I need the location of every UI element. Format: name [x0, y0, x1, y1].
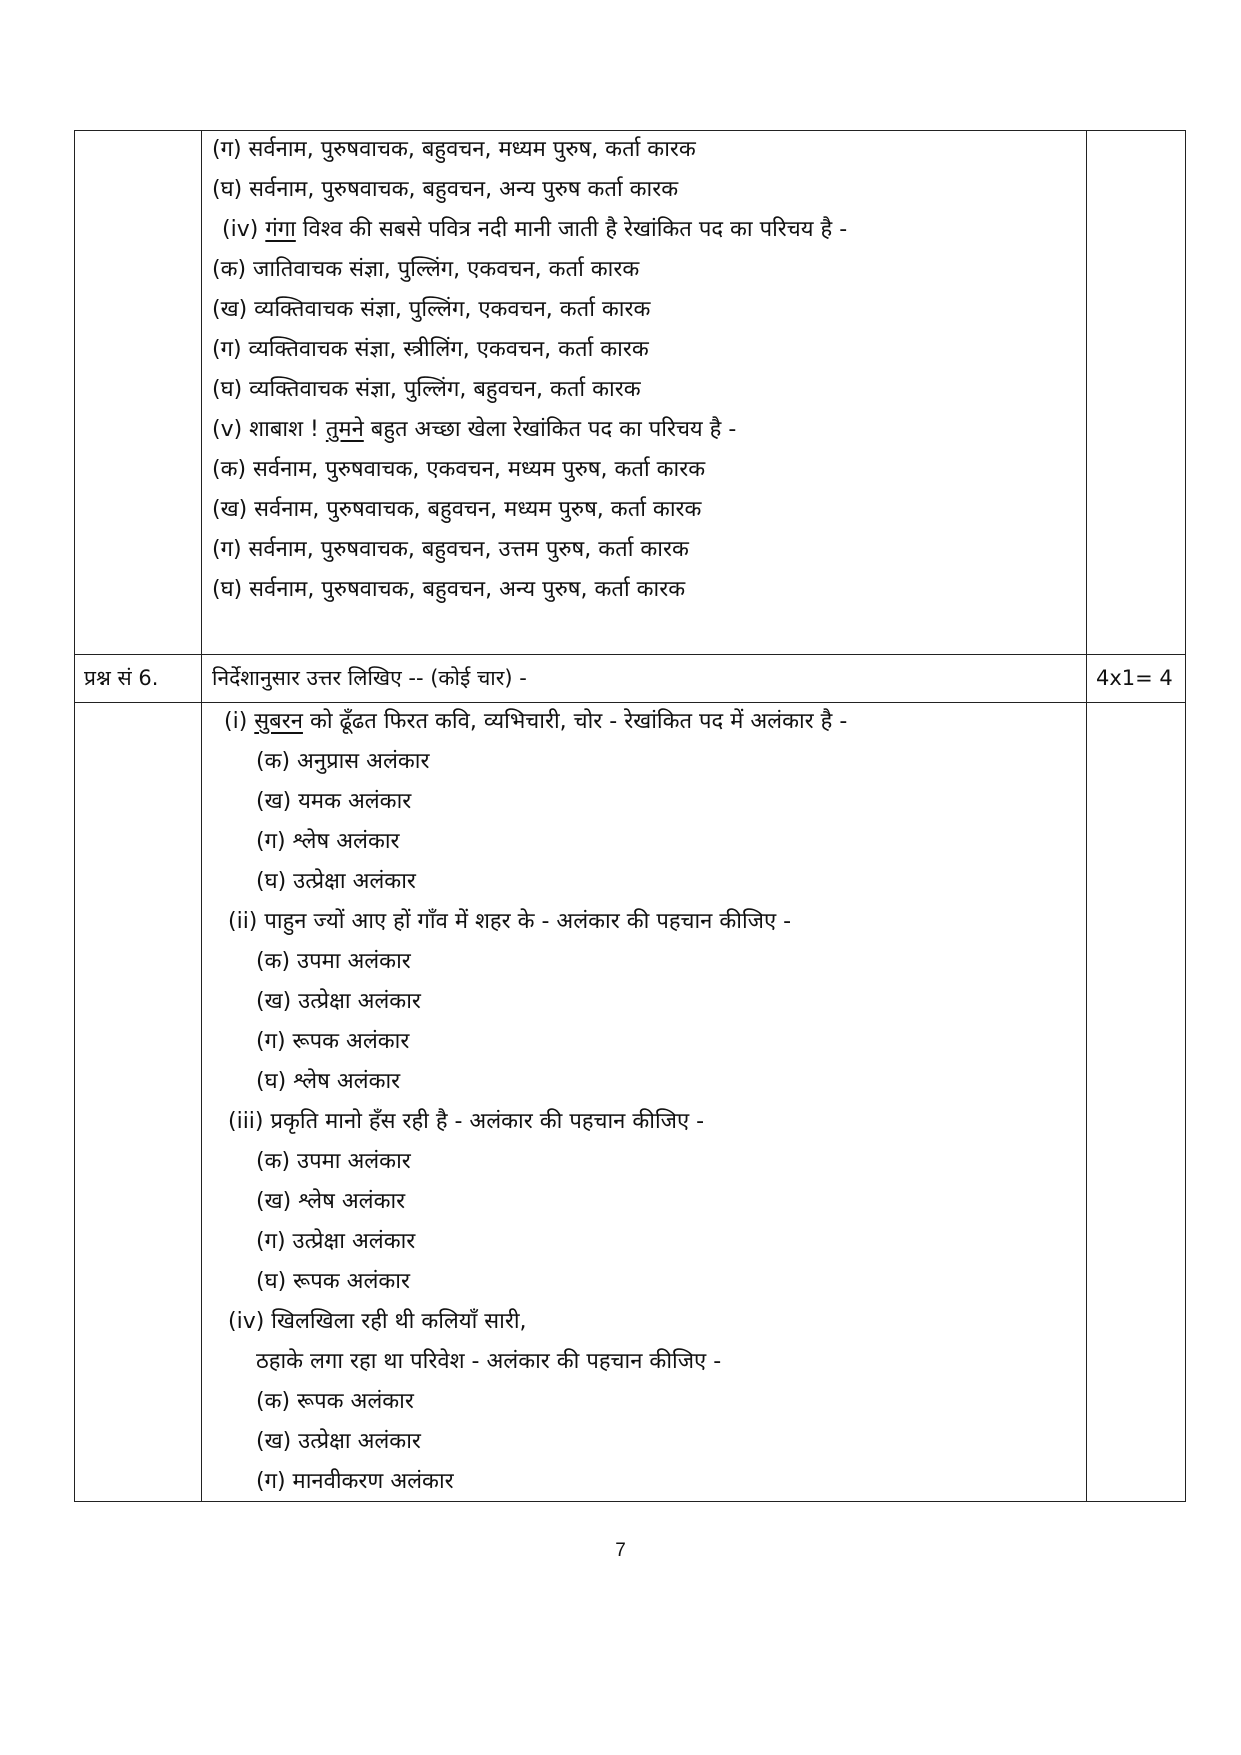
q6-i-option-kha: (ख) यमक अलंकार: [256, 789, 412, 814]
row-divider-1: [74, 654, 1186, 655]
column-divider-left: [201, 130, 202, 1502]
q6-iii-option-gha: (घ) रूपक अलंकार: [256, 1269, 410, 1294]
q6-ii-option-gha: (घ) श्लेष अलंकार: [256, 1069, 401, 1094]
question-iv-rest: विश्व की सबसे पवित्र नदी मानी जाती है रेखांकित पद का परिचय है -: [302, 217, 848, 242]
q-iv-option-ka: (क) जातिवाचक संज्ञा, पुल्लिंग, एकवचन, कर्ता कारक: [212, 257, 640, 282]
question-v-rest: बहुत अच्छा खेला रेखांकित पद का परिचय है -: [370, 417, 737, 442]
q6-question-iii: (iii) प्रकृति मानो हँस रही है - अलंकार की पहचान कीजिए -: [228, 1109, 705, 1134]
q6-iv-option-ga: (ग) मानवीकरण अलंकार: [256, 1469, 454, 1494]
q-iv-option-ga: (ग) व्यक्तिवाचक संज्ञा, स्त्रीलिंग, एकवचन, कर्ता कारक: [212, 337, 649, 362]
q-v-option-ga: (ग) सर्वनाम, पुरुषवाचक, बहुवचन, उत्तम पुरुष, कर्ता कारक: [212, 537, 689, 562]
q6-iv-option-ka: (क) रूपक अलंकार: [256, 1389, 414, 1414]
q6-ii-option-ga: (ग) रूपक अलंकार: [256, 1029, 410, 1054]
question-iv-underlined: गंगा: [265, 217, 296, 242]
marks: 4x1= 4: [1096, 666, 1173, 690]
q-v-option-gha: (घ) सर्वनाम, पुरुषवाचक, बहुवचन, अन्य पुरुष, कर्ता कारक: [212, 577, 686, 602]
q6-iii-option-ka: (क) उपमा अलंकार: [256, 1149, 411, 1174]
question-number: प्रश्न सं 6.: [84, 666, 159, 690]
question-instruction: निर्देशानुसार उत्तर लिखिए -- (कोई चार) -: [212, 666, 527, 690]
q6-ii-option-ka: (क) उपमा अलंकार: [256, 949, 411, 974]
option-gha-prev: (घ) सर्वनाम, पुरुषवाचक, बहुवचन, अन्य पुरुष कर्ता कारक: [212, 177, 679, 202]
q-v-option-kha: (ख) सर्वनाम, पुरुषवाचक, बहुवचन, मध्यम पुरुष, कर्ता कारक: [212, 497, 702, 522]
q6-i-option-gha: (घ) उत्प्रेक्षा अलंकार: [256, 869, 416, 894]
q6-iv-option-kha: (ख) उत्प्रेक्षा अलंकार: [256, 1429, 421, 1454]
page-number: 7: [615, 1540, 626, 1561]
q6-question-i-underlined: सुबरन: [254, 709, 303, 734]
q6-i-option-ga: (ग) श्लेष अलंकार: [256, 829, 400, 854]
q6-question-i: [224, 702, 847, 742]
q6-question-i-prefix: (i): [224, 709, 248, 734]
question-iv-prefix: (iv): [222, 217, 259, 242]
q6-iii-option-ga: (ग) उत्प्रेक्षा अलंकार: [256, 1229, 416, 1254]
column-divider-right: [1086, 130, 1087, 1502]
q-v-option-ka: (क) सर्वनाम, पुरुषवाचक, एकवचन, मध्यम पुरुष, कर्ता कारक: [212, 457, 706, 482]
option-ga-prev: (ग) सर्वनाम, पुरुषवाचक, बहुवचन, मध्यम पुरुष, कर्ता कारक: [212, 137, 696, 162]
question-v: [212, 410, 736, 450]
q6-question-i-rest: को ढूँढत फिरत कवि, व्यभिचारी, चोर - रेखांकित पद में अलंकार है -: [309, 709, 848, 734]
q6-i-option-ka: (क) अनुप्रास अलंकार: [256, 749, 430, 774]
question-iv: [222, 210, 847, 250]
question-v-underlined: तुमने: [325, 417, 364, 442]
q6-question-iv-line1: (iv) खिलखिला रही थी कलियाँ सारी,: [228, 1309, 527, 1334]
q6-question-ii: (ii) पाहुन ज्यों आए हों गाँव में शहर के - अलंकार की पहचान कीजिए -: [228, 909, 792, 934]
q6-iii-option-kha: (ख) श्लेष अलंकार: [256, 1189, 406, 1214]
q6-ii-option-kha: (ख) उत्प्रेक्षा अलंकार: [256, 989, 421, 1014]
q-iv-option-gha: (घ) व्यक्तिवाचक संज्ञा, पुल्लिंग, बहुवचन, कर्ता कारक: [212, 377, 641, 402]
question-v-prefix: (v) शाबाश !: [212, 417, 319, 442]
q6-question-iv-line2: ठहाके लगा रहा था परिवेश - अलंकार की पहचान कीजिए -: [256, 1349, 722, 1374]
q-iv-option-kha: (ख) व्यक्तिवाचक संज्ञा, पुल्लिंग, एकवचन, कर्ता कारक: [212, 297, 651, 322]
